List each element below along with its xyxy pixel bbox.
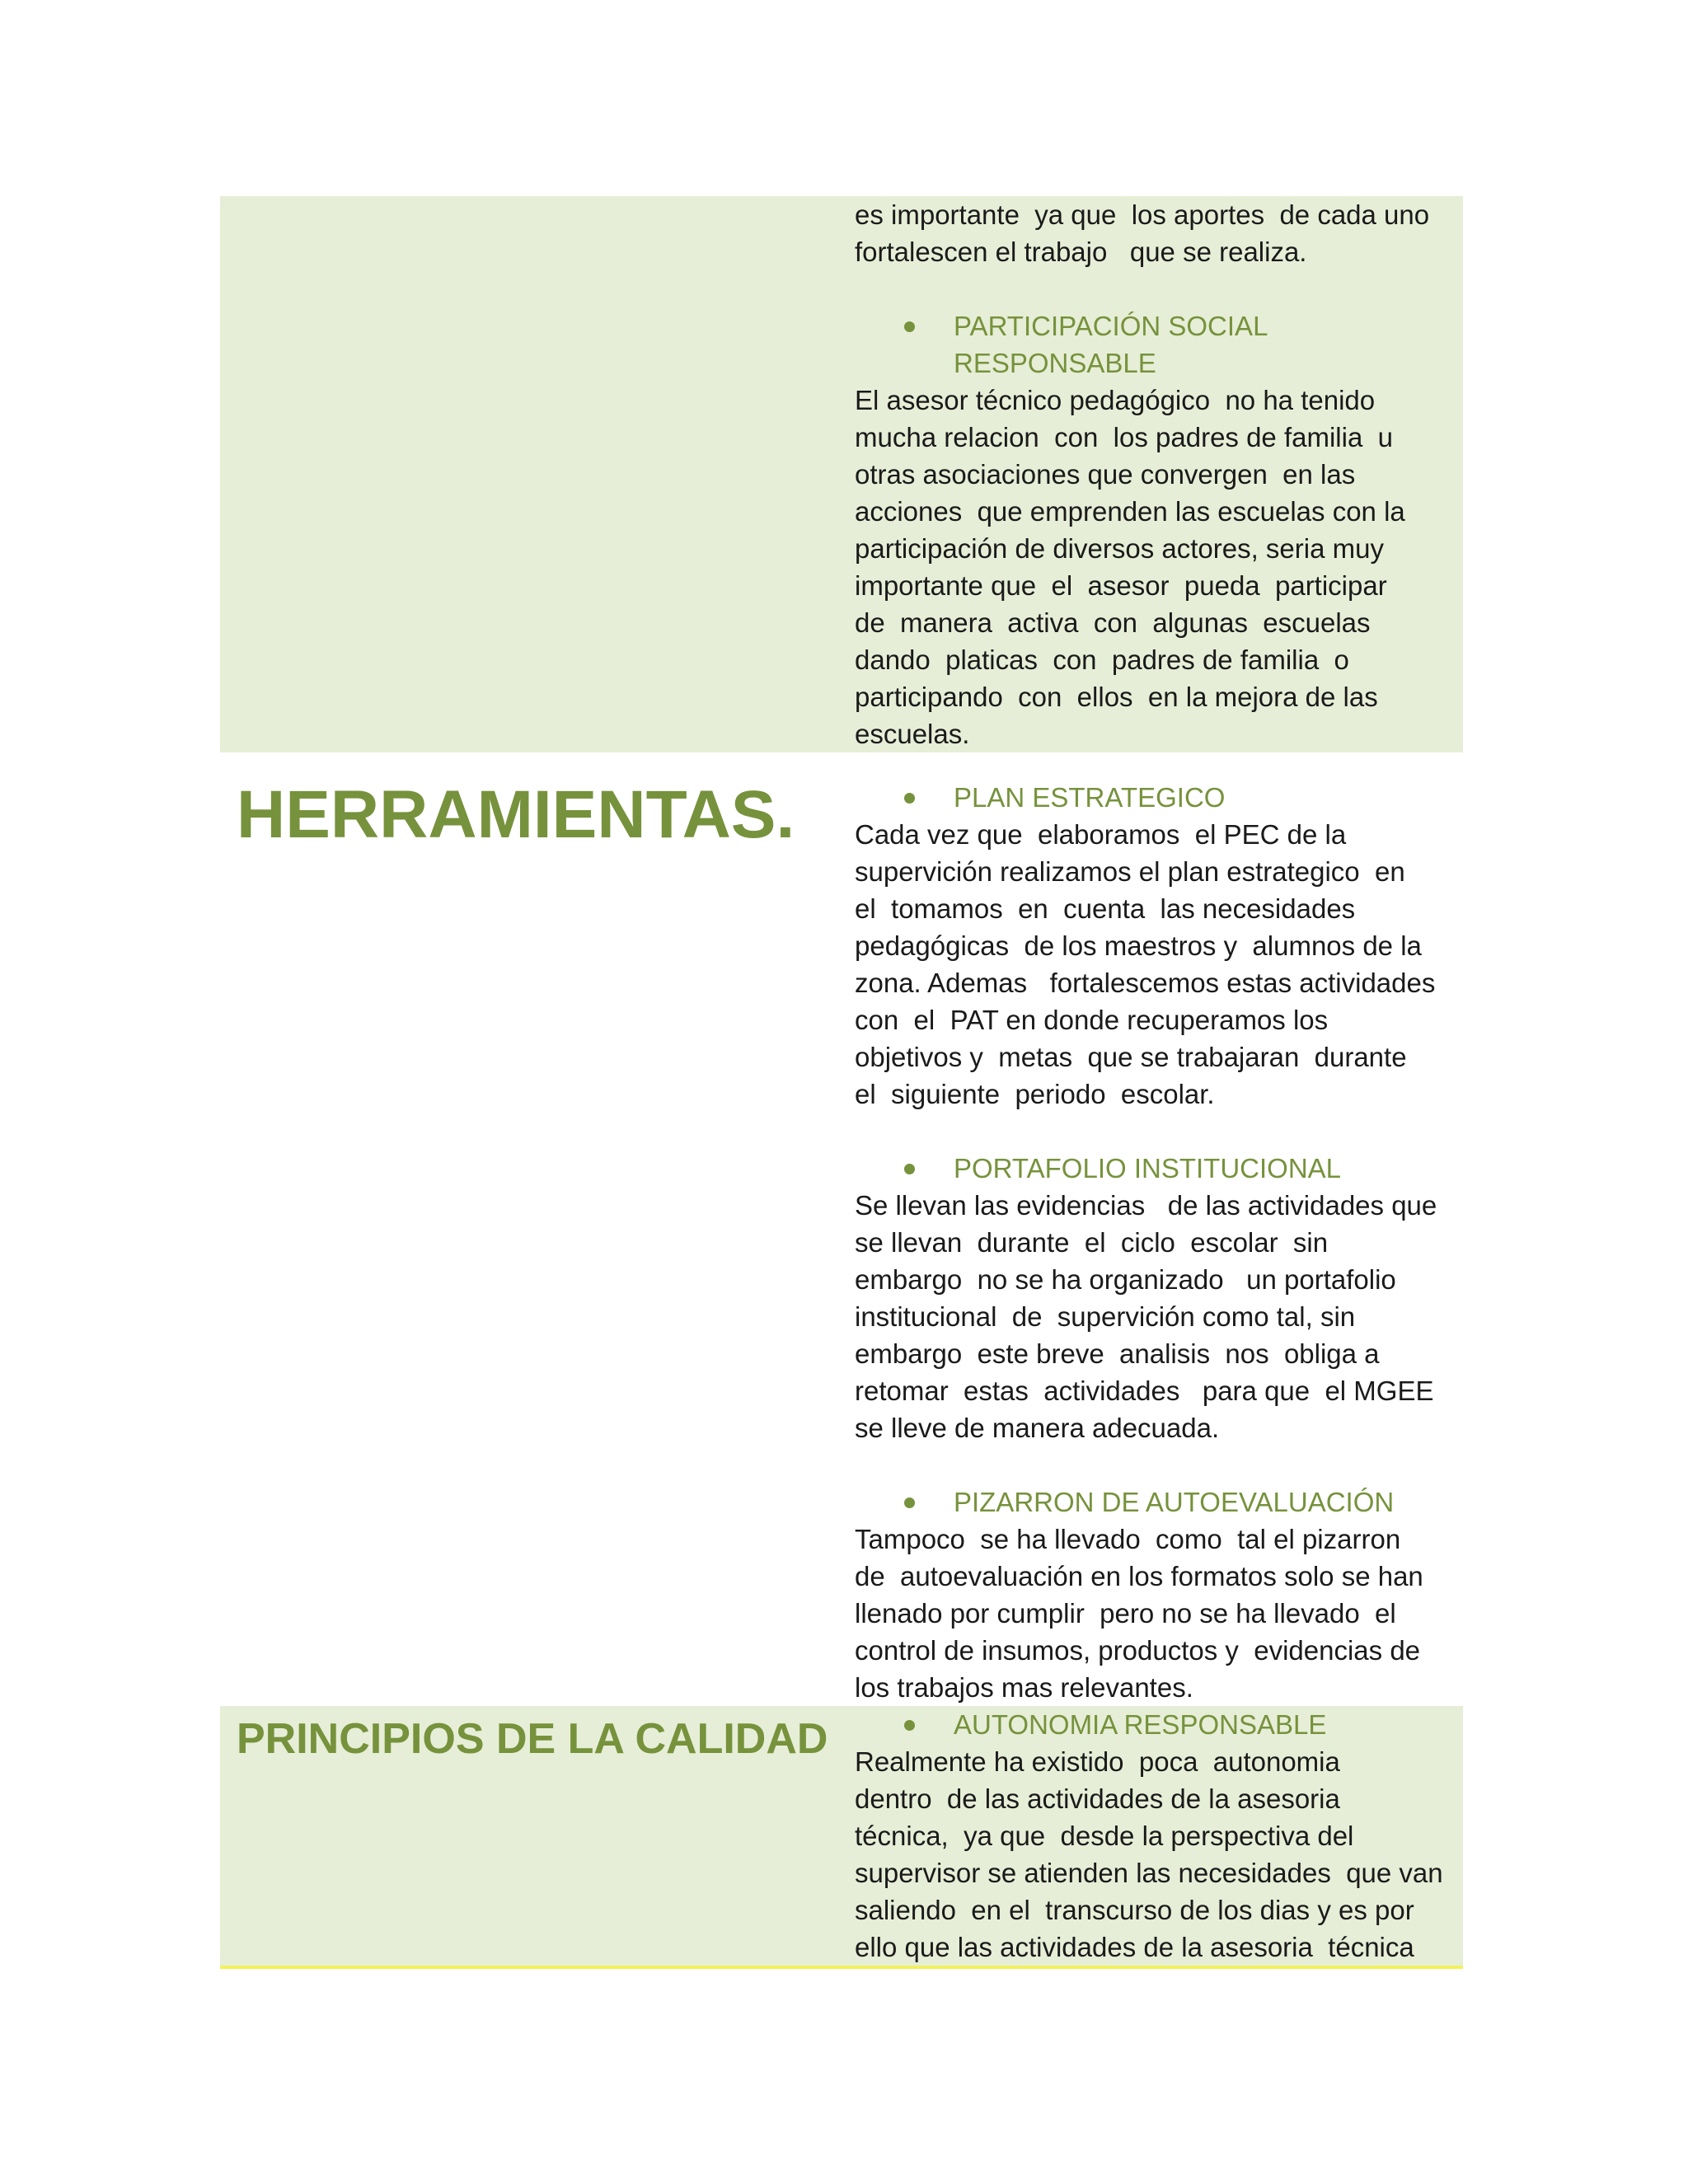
row-content-cell (855, 752, 1463, 1706)
item-line: el siguiente periodo escolar. (855, 1079, 1215, 1109)
row-content-cell (855, 1706, 1463, 1966)
item-line: otras asociaciones que convergen en las (855, 459, 1356, 490)
item-line: saliendo en el transcurso de los dias y es por (855, 1895, 1414, 1925)
item-line: los trabajos mas relevantes. (855, 1672, 1193, 1703)
item-line: acciones que emprenden las escuelas con la (855, 496, 1405, 527)
bullet-icon (904, 1497, 915, 1508)
item-line: control de insumos, productos y evidencias de (855, 1635, 1421, 1666)
item-title: PARTICIPACIÓN SOCIAL RESPONSABLE (855, 307, 1455, 382)
row-heading-cell (220, 196, 855, 752)
bullet-icon (904, 1720, 915, 1731)
item-title: PLAN ESTRATEGICO (855, 779, 1455, 816)
intro-line: fortalescen el trabajo que se realiza. (855, 237, 1307, 267)
item-line: escuelas. (855, 719, 970, 749)
item-title: PIZARRON DE AUTOEVALUACIÓN (855, 1483, 1455, 1521)
item-line: de manera activa con algunas escuelas (855, 607, 1371, 638)
bullet-icon (904, 321, 915, 332)
item-line: participación de diversos actores, seria muy (855, 533, 1384, 564)
item-line: retomar estas actividades para que el MGEE (855, 1376, 1434, 1406)
item-line: de autoevaluación en los formatos solo se han (855, 1561, 1423, 1591)
item-line: llenado por cumplir pero no se ha llevado el (855, 1598, 1396, 1629)
row-heading-cell (220, 1706, 855, 1966)
table-row-principios (220, 1706, 1463, 1966)
item-line: dando platicas con padres de familia o (855, 644, 1349, 675)
row-content-cell (855, 196, 1463, 752)
bullet-icon (904, 1164, 915, 1174)
bullet-icon (904, 793, 915, 804)
item-title: PORTAFOLIO INSTITUCIONAL (855, 1150, 1455, 1187)
item-line: el tomamos en cuenta las necesidades (855, 893, 1356, 924)
item-line: supervisor se atienden las necesidades que van (855, 1858, 1443, 1888)
item-line: Realmente ha existido poca autonomia (855, 1746, 1340, 1777)
item-line: institucional de supervición como tal, sin (855, 1301, 1356, 1332)
item-line: embargo este breve analisis nos obliga a (855, 1338, 1380, 1369)
item-line: objetivos y metas que se trabajaran durante (855, 1042, 1407, 1072)
item-line: se lleve de manera adecuada. (855, 1413, 1220, 1443)
item-line: técnica, ya que desde la perspectiva del (855, 1821, 1354, 1851)
item-line: dentro de las actividades de la asesoria (855, 1783, 1340, 1814)
item-line: Se llevan las evidencias de las actividades que (855, 1190, 1437, 1221)
item-line: Tampoco se ha llevado como tal el pizarron (855, 1524, 1401, 1554)
item-line: embargo no se ha organizado un portafolio (855, 1264, 1396, 1295)
item-title: AUTONOMIA RESPONSABLE (855, 1706, 1455, 1743)
item-line: El asesor técnico pedagógico no ha tenido (855, 385, 1376, 415)
table-row-participacion (220, 196, 1463, 752)
item-line: se llevan durante el ciclo escolar sin (855, 1227, 1329, 1258)
item-line: importante que el asesor pueda participar (855, 570, 1387, 601)
item-line: ello que las actividades de la asesoria técnica (855, 1932, 1414, 1962)
intro-line: es importante ya que los aportes de cada uno (855, 199, 1430, 230)
table-row-herramientas (220, 752, 1463, 1706)
item-line: con el PAT en donde recuperamos los (855, 1005, 1329, 1035)
item-line: participando con ellos en la mejora de las (855, 682, 1378, 712)
row-heading-cell (220, 752, 855, 1706)
item-line: Cada vez que elaboramos el PEC de la (855, 819, 1347, 850)
section-heading: HERRAMIENTAS. (237, 777, 795, 852)
item-line: supervición realizamos el plan estrategico en (855, 856, 1405, 887)
item-line: pedagógicas de los maestros y alumnos de la (855, 930, 1422, 961)
quality-table (220, 196, 1463, 1969)
item-line: zona. Ademas fortalescemos estas actividades (855, 968, 1436, 998)
section-heading: PRINCIPIOS DE LA CALIDAD (237, 1715, 828, 1763)
item-line: mucha relacion con los padres de familia u (855, 422, 1394, 452)
